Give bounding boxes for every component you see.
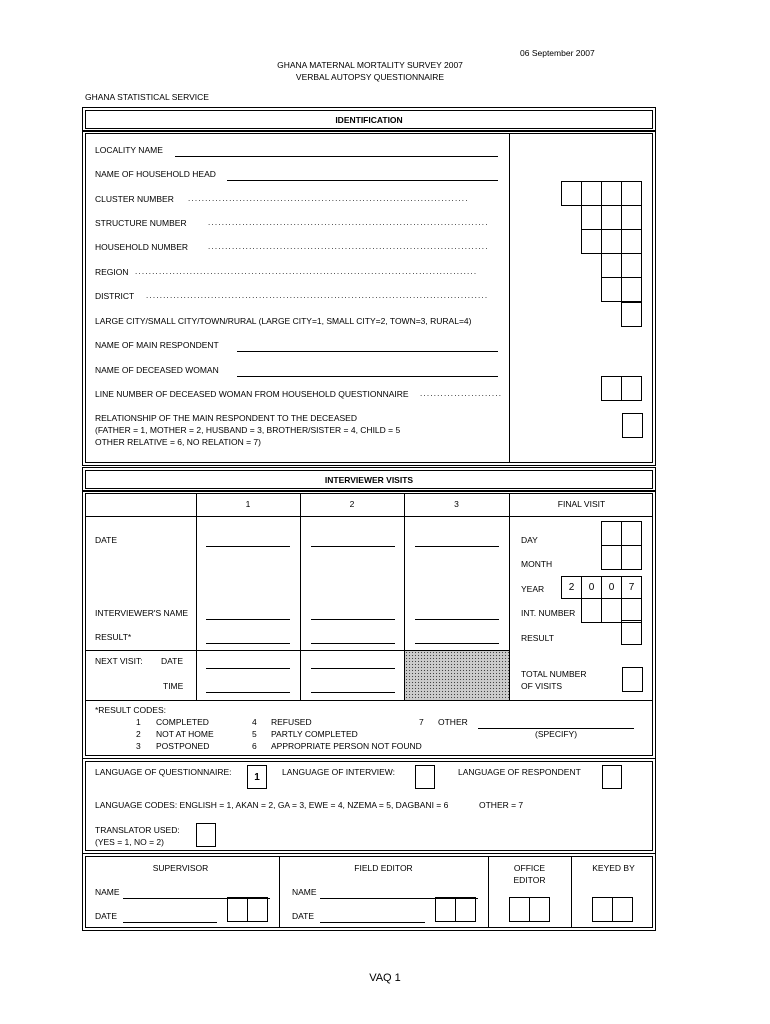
supervisor-code-box[interactable] (227, 897, 248, 922)
total-visits-label-2: OF VISITS (521, 681, 563, 691)
visit-1-interviewer-field[interactable] (206, 619, 290, 620)
household-code-box[interactable] (601, 229, 622, 254)
visit-1-result-field[interactable] (206, 643, 290, 644)
language-respondent-box[interactable] (602, 765, 622, 789)
line-number-label: LINE NUMBER OF DECEASED WOMAN FROM HOUSEHOLD QUESTIONNAIRE (95, 389, 409, 399)
final-month-label: MONTH (521, 559, 553, 569)
final-result-box[interactable] (621, 620, 642, 645)
next-visit-date-label: DATE (161, 656, 184, 666)
household-head-field[interactable] (227, 180, 498, 181)
deceased-woman-label: NAME OF DECEASED WOMAN (95, 365, 219, 375)
field-editor-code-box[interactable] (455, 897, 476, 922)
questionnaire-title: VERBAL AUTOPSY QUESTIONNAIRE (295, 72, 445, 82)
field-editor-code-box[interactable] (435, 897, 456, 922)
office-editor-code-box[interactable] (509, 897, 530, 922)
district-code-box[interactable] (601, 277, 622, 302)
keyed-by-heading: KEYED BY (592, 863, 635, 873)
relationship-label-3: OTHER RELATIVE = 6, NO RELATION = 7) (95, 437, 261, 447)
final-day-label: DAY (521, 535, 538, 545)
structure-code-box[interactable] (601, 205, 622, 230)
result-code-number: 5 (252, 729, 257, 739)
visits-col-rule (196, 493, 197, 700)
final-day-box[interactable] (601, 521, 622, 546)
line-number-code-box[interactable] (621, 376, 642, 401)
final-year-digit: 2 (561, 576, 582, 599)
final-visit-header: FINAL VISIT (557, 499, 606, 509)
visits-heading: INTERVIEWER VISITS (324, 475, 414, 485)
total-visits-label-1: TOTAL NUMBER (521, 669, 587, 679)
survey-title: GHANA MATERNAL MORTALITY SURVEY 2007 (277, 60, 463, 70)
supervisor-heading: SUPERVISOR (152, 863, 209, 873)
cluster-number-leader: .................................................................................. (188, 194, 469, 203)
visit-2-next-time-field[interactable] (311, 692, 395, 693)
result-code-number: 4 (252, 717, 257, 727)
result-code-text: APPROPRIATE PERSON NOT FOUND (271, 741, 422, 751)
keyed-by-code-box[interactable] (592, 897, 613, 922)
cluster-code-box[interactable] (601, 181, 622, 206)
region-label: REGION (95, 267, 129, 277)
visits-col-rule (509, 493, 510, 700)
result-code-text: PARTLY COMPLETED (271, 729, 358, 739)
total-visits-box[interactable] (622, 667, 643, 692)
survey-date: 06 September 2007 (520, 48, 595, 58)
visits-col-rule (300, 493, 301, 700)
keyed-by-code-box[interactable] (612, 897, 633, 922)
specify-label: (SPECIFY) (535, 729, 578, 739)
supervisor-date-field[interactable] (123, 922, 217, 923)
household-code-box[interactable] (581, 229, 602, 254)
result-code-text: NOT AT HOME (156, 729, 214, 739)
int-number-label: INT. NUMBER (521, 608, 576, 618)
main-respondent-label: NAME OF MAIN RESPONDENT (95, 340, 219, 350)
visit-result-label: RESULT* (95, 632, 132, 642)
visits-bottom-rule (85, 700, 653, 701)
final-year-digit: 0 (601, 576, 622, 599)
structure-number-label: STRUCTURE NUMBER (95, 218, 187, 228)
line-number-leader: ........................ (420, 389, 503, 398)
household-number-leader: .................................................................................. (208, 242, 489, 251)
interviewer-name-label: INTERVIEWER'S NAME (95, 608, 189, 618)
visit-1-date-field[interactable] (206, 546, 290, 547)
int-number-box[interactable] (581, 598, 602, 623)
identification-divider (509, 133, 510, 463)
visits-header-rule (85, 516, 653, 517)
language-respondent-label: LANGUAGE OF RESPONDENT (458, 767, 581, 777)
household-number-label: HOUSEHOLD NUMBER (95, 242, 189, 252)
supervisor-code-box[interactable] (247, 897, 268, 922)
region-code-box[interactable] (601, 253, 622, 278)
relationship-label-1: RELATIONSHIP OF THE MAIN RESPONDENT TO THE DECEASED (95, 413, 357, 423)
language-interview-label: LANGUAGE OF INTERVIEW: (282, 767, 396, 777)
field-editor-date-label: DATE (292, 911, 315, 921)
next-visit-time-label: TIME (163, 681, 184, 691)
visit-2-date-field[interactable] (311, 546, 395, 547)
visit-3-interviewer-field[interactable] (415, 619, 499, 620)
result-codes-heading: *RESULT CODES: (95, 705, 167, 715)
visit-date-label: DATE (95, 535, 118, 545)
household-head-label: NAME OF HOUSEHOLD HEAD (95, 169, 216, 179)
visit-3-header: 3 (454, 499, 459, 509)
final-day-box[interactable] (621, 521, 642, 546)
office-editor-code-box[interactable] (529, 897, 550, 922)
district-code-box[interactable] (621, 277, 642, 302)
final-result-label: RESULT (521, 633, 554, 643)
household-code-box[interactable] (621, 229, 642, 254)
locality-name-field[interactable] (175, 156, 498, 157)
final-year-digit: 7 (621, 576, 642, 599)
main-respondent-field[interactable] (237, 351, 498, 352)
language-questionnaire-label: LANGUAGE OF QUESTIONNAIRE: (95, 767, 232, 777)
locality-type-code-box[interactable] (621, 302, 642, 327)
visit-2-result-field[interactable] (311, 643, 395, 644)
language-interview-box[interactable] (415, 765, 435, 789)
result-code-number: 3 (136, 741, 141, 751)
translator-label-2: (YES = 1, NO = 2) (95, 837, 164, 847)
locality-type-label: LARGE CITY/SMALL CITY/TOWN/RURAL (LARGE CITY=1, SMALL CITY=2, TOWN=3, RURAL=4) (95, 316, 472, 326)
locality-name-label: LOCALITY NAME (95, 145, 163, 155)
structure-code-box[interactable] (581, 205, 602, 230)
visit-3-result-field[interactable] (415, 643, 499, 644)
page-code: VAQ 1 (369, 972, 401, 984)
visit-3-date-field[interactable] (415, 546, 499, 547)
office-editor-heading-2: EDITOR (513, 875, 546, 885)
visit-2-header: 2 (349, 499, 355, 509)
deceased-woman-field[interactable] (237, 376, 498, 377)
translator-label-1: TRANSLATOR USED: (95, 825, 180, 835)
district-label: DISTRICT (95, 291, 135, 301)
visit-1-next-time-field[interactable] (206, 692, 290, 693)
supervisor-date-label: DATE (95, 911, 118, 921)
field-editor-heading: FIELD EDITOR (354, 863, 413, 873)
final-month-box[interactable] (601, 545, 622, 570)
agency-name: GHANA STATISTICAL SERVICE (85, 92, 209, 102)
result-code-number: 2 (136, 729, 141, 739)
identification-heading: IDENTIFICATION (335, 115, 403, 125)
result-code-text: OTHER (438, 717, 468, 727)
supervisor-name-label: NAME (95, 887, 120, 897)
result-code-number: 1 (136, 717, 141, 727)
field-editor-date-field[interactable] (320, 922, 425, 923)
result-code-number: 6 (252, 741, 257, 751)
visit-2-interviewer-field[interactable] (311, 619, 395, 620)
visit-3-next-shaded-area (405, 651, 509, 700)
visit-2-next-date-field[interactable] (311, 668, 395, 669)
cluster-code-box[interactable] (621, 181, 642, 206)
int-number-box[interactable] (601, 598, 622, 623)
structure-number-leader: .................................................................................. (208, 218, 489, 227)
result-code-number: 7 (419, 717, 424, 727)
cluster-number-label: CLUSTER NUMBER (95, 194, 174, 204)
visit-1-header: 1 (245, 499, 251, 509)
language-codes: LANGUAGE CODES: ENGLISH = 1, AKAN = 2, GA = 3, EWE = 4, NZEMA = 5, DAGBANI = 6 (95, 800, 449, 810)
line-number-code-box[interactable] (601, 376, 622, 401)
final-year-digit: 0 (581, 576, 602, 599)
relationship-code-box[interactable] (622, 413, 643, 438)
final-year-label: YEAR (521, 584, 545, 594)
language-code-other: OTHER = 7 (479, 800, 524, 810)
region-leader: .................................................................................................... (135, 267, 478, 276)
result-code-text: POSTPONED (156, 741, 210, 751)
translator-box[interactable] (196, 823, 216, 847)
office-editor-heading-1: OFFICE (513, 863, 546, 873)
field-editor-name-label: NAME (292, 887, 317, 897)
cluster-code-box[interactable] (561, 181, 582, 206)
cluster-code-box[interactable] (581, 181, 602, 206)
visit-1-next-date-field[interactable] (206, 668, 290, 669)
district-leader: .................................................................................................... (146, 291, 489, 300)
relationship-label-2: (FATHER = 1, MOTHER = 2, HUSBAND = 3, BROTHER/SISTER = 4, CHILD = 5 (95, 425, 401, 435)
region-code-box[interactable] (621, 253, 642, 278)
language-questionnaire-box: 1 (247, 765, 267, 789)
structure-code-box[interactable] (621, 205, 642, 230)
result-code-text: REFUSED (271, 717, 312, 727)
final-month-box[interactable] (621, 545, 642, 570)
result-code-text: COMPLETED (156, 717, 209, 727)
next-visit-label: NEXT VISIT: (95, 656, 143, 666)
